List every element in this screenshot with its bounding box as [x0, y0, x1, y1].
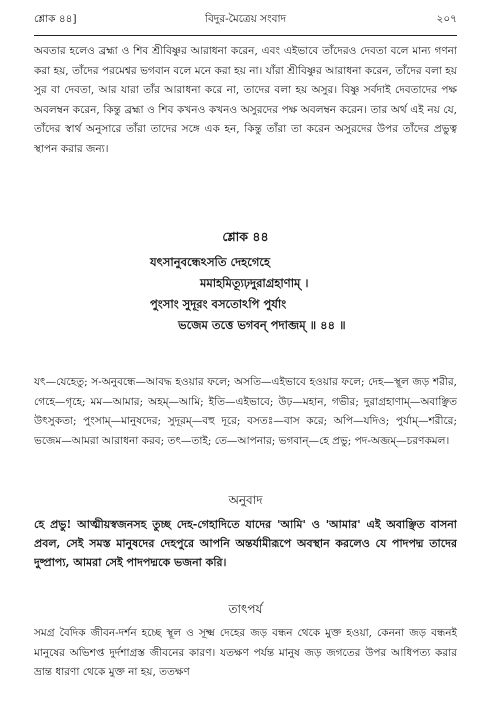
chapter-title: বিদুর-মৈত্রেয় সংবাদ: [204, 13, 287, 25]
purport-heading: তাৎপর্য: [228, 602, 263, 616]
purport-text: সমগ্র বৈদিক জীবন-দর্শন হচ্ছে স্থূল ও সূক্ষ্ম দেহের জড় বন্ধন থেকে মুক্ত হওয়া, কেননা জড় বন্ধনই মানুষের অভিশপ্ত দুর্দশাগ্রস্ত জীবনের কারণ। যতক্ষণ পর্যন্ত মানুষ জড় জগতের উপর আধিপত্য করার ভ্রান্ত ধারণা থেকে মুক্ত না হয়, ততক্ষণ: [34, 627, 457, 679]
header-rule: [34, 35, 457, 36]
verse-line: ভজেম তত্তে ভগবন্‌ পদাব্জম্‌ ॥ ৪৪ ॥: [178, 318, 346, 332]
page-number: ২০৭: [436, 13, 457, 25]
verse-reference: শ্লোক ৪৪]: [34, 13, 77, 25]
verse-line: পুংসাং সুদূরং বসতোঽপি পুর্যাং: [150, 297, 287, 311]
translation-text: হে প্রভু! আত্মীয়স্বজনসহ তুচ্ছ দেহ-গেহাদিতে যাদের 'আমি' ও 'আমার' এই অবাঞ্ছিত বাসনা প্রবল, সেই সমস্ত মানুষদের দেহপুরে আপনি অন্তর্যামীরূপে অবস্থান করলেও যে পাদপদ্ম তাদের দুষ্প্রাপ্য, আমরা সেই পাদপদ্মকে ভজনা করি।: [34, 518, 457, 569]
verse-title: শ্লোক ৪৪: [222, 229, 269, 244]
synonyms: যৎ—যেহেতু; স-অনুবন্ধে—আবদ্ধ হওয়ার ফলে; অসতি—এইভাবে হওয়ার ফলে; দেহ—স্থূল জড় শরীর, গেহে—গৃহে; মম—আমার; অহম্‌—আমি; ইতি—এইভাবে; উঢ়—মহান, গভীর; দুরাগ্রহাণাম্‌—অবাঞ্ছিত উৎসুকতা; পুংসাম্‌—মানুষদের; সুদূরম্‌—বহু দূরে; বসতঃ—বাস করে; অপি—যদিও; পুর্যাম্‌—শরীরে; ভজেম—আমরা আরাধনা করব; তৎ—তাই; তে—আপনার; ভগবান্‌—হে প্রভু; পদ-অব্জম্‌—চরণকমল।: [34, 376, 457, 447]
purport-continuation: অবতার হলেও ব্রহ্মা ও শিব শ্রীবিষ্ণুর আরাধনা করেন, এবং এইভাবে তাঁদেরও দেবতা বলে মান্য গণনা করা হয়, তাঁদের পরমেশ্বর ভগবান বলে মনে করা হয় না। যাঁরা শ্রীবিষ্ণুর আরাধনা করেন, তাঁদের বলা হয় সুর বা দেবতা, আর যারা তাঁর আরাধনা করে না, তাদের বলা হয় অসুর। বিষ্ণু সর্বদাই দেবতাদের পক্ষ অবলম্বন করেন, কিন্তু ব্রহ্মা ও শিব কখনও কখনও অসুরদের পক্ষ অবলম্বন করেন। তার অর্থ এই নয় যে, তাঁদের স্বার্থ অনুসারে তাঁরা তাদের সঙ্গে এক হন, কিন্তু তাঁরা তা করেন অসুরদের উপর তাঁদের প্রভুত্ব স্থাপন করার জন্য।: [34, 45, 457, 155]
verse-line: যৎসানুবন্ধেঽসতি দেহগেহে: [150, 255, 271, 269]
translation-heading: অনুবাদ: [228, 493, 263, 507]
page-header: [34, 12, 457, 32]
verse-line: মমাহমিত্যূঢ়দুরাগ্রহাণাম্‌ ।: [200, 276, 309, 290]
verse-text: [0, 252, 491, 352]
